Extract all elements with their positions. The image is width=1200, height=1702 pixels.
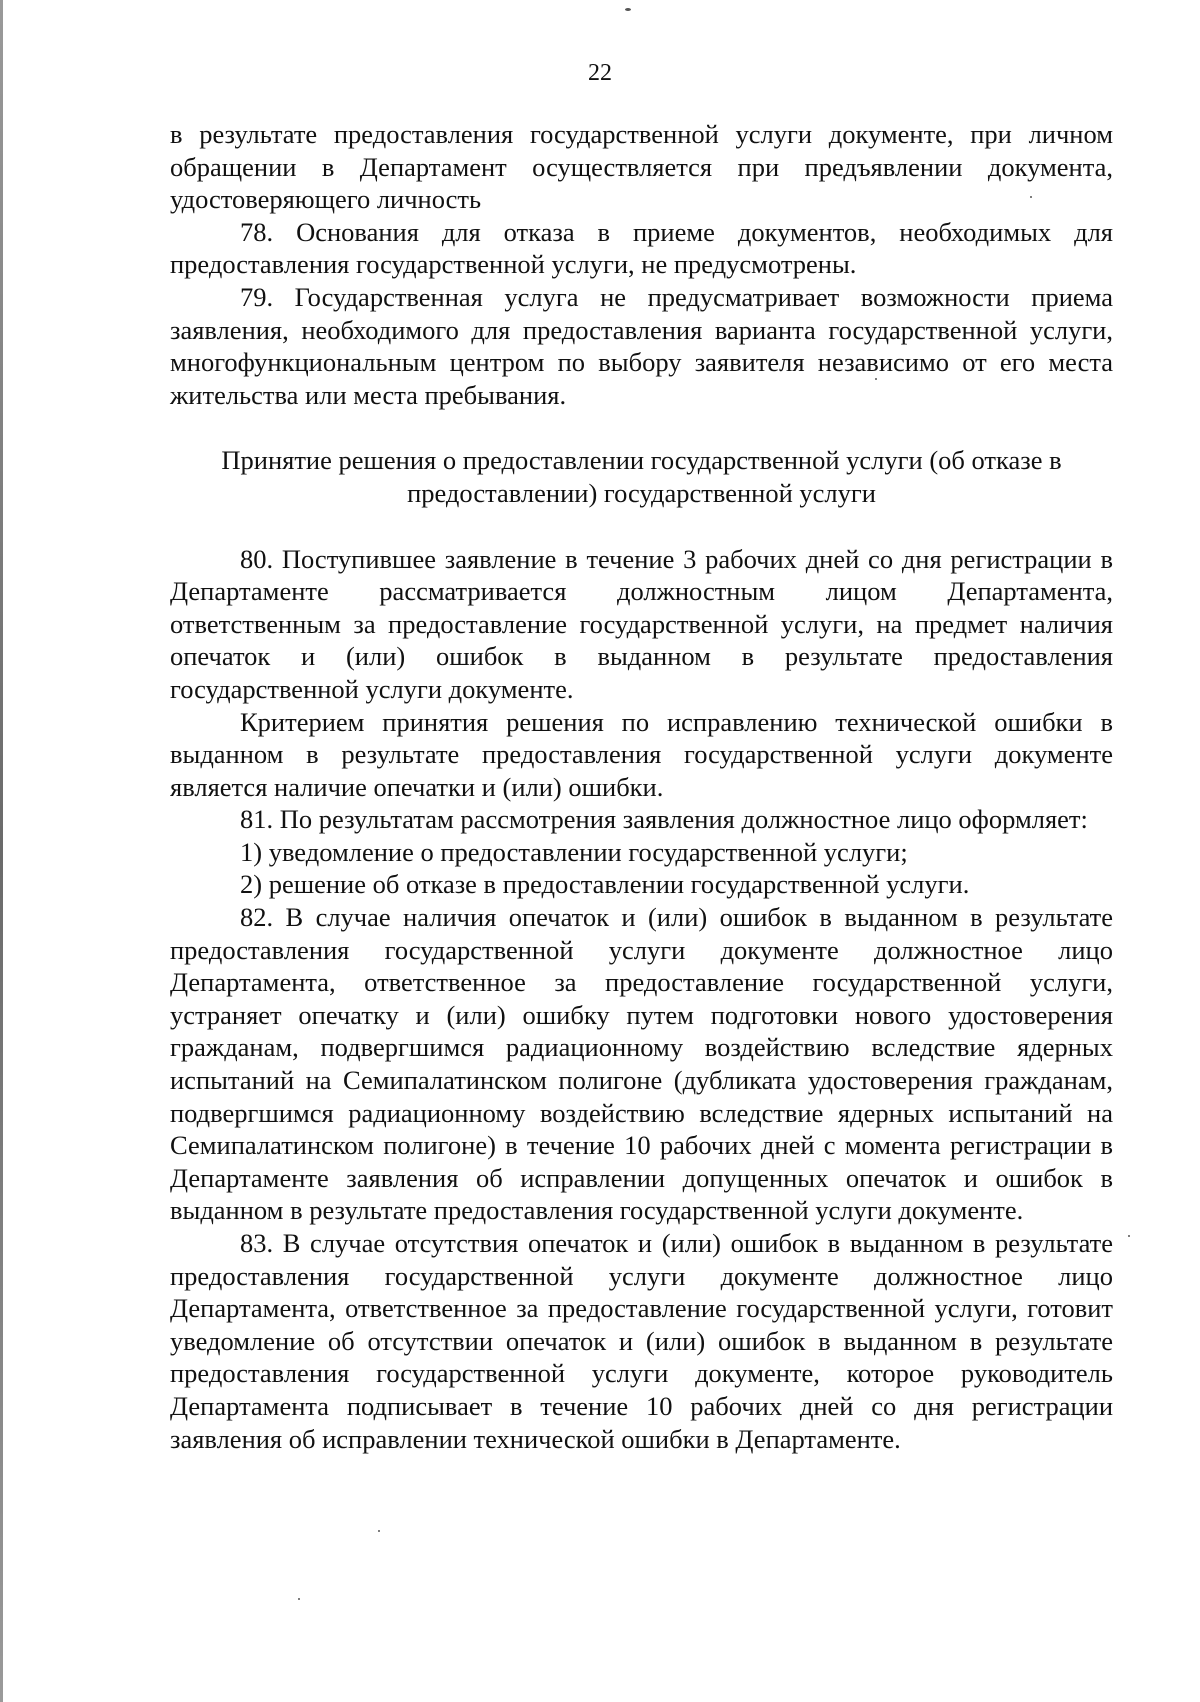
section-heading: Принятие решения о предоставлении государственной услуги (об отказе в предоставлении) государственной услуги xyxy=(221,445,1062,508)
page-number: 22 xyxy=(588,60,612,86)
paragraph-83: 83. В случае отсутствия опечаток и (или) ошибок в выданном в результате предоставления государственной услуги документе должностное лицо Департамента, ответственное за предоставление государственной услуги, готовит уведомление об отсутствии опечаток и (или) ошибок в выданном в результате предоставления государственной услуги документе, которое руководитель Департамента подписывает в течение 10 рабочих дней со дня регистрации заявления об исправлении технической ошибки в Департаменте. xyxy=(170,1228,1113,1454)
scan-speck xyxy=(298,1598,300,1600)
paragraph-criterion: Критерием принятия решения по исправлению технической ошибки в выданном в результате предоставления государственной услуги документе является наличие опечатки и (или) ошибки. xyxy=(170,706,1113,802)
scan-speck xyxy=(378,1530,380,1532)
paragraph-80: 80. Поступившее заявление в течение 3 рабочих дней со дня регистрации в Департаменте рассматривается должностным лицом Департамента, ответственным за предоставление государственной услуги, на предмет наличия опечаток и (или) ошибок в выданном в результате предоставления государственной услуги документе. xyxy=(170,543,1113,704)
scan-speck xyxy=(625,8,631,11)
scan-speck xyxy=(1128,1235,1130,1237)
paragraph-79: 79. Государственная услуга не предусматривает возможности приема заявления, необходимого для предоставления варианта государственной услуги, многофункциональным центром по выбору заявителя независимо от его места жительства или места пребывания. xyxy=(170,281,1113,410)
list-item-2: 2) решение об отказе в предоставлении государственной услуги. xyxy=(240,869,970,900)
paragraph-81: 81. По результатам рассмотрения заявления должностное лицо оформляет: xyxy=(240,804,1088,835)
paragraph-82: 82. В случае наличия опечаток и (или) ошибок в выданном в результате предоставления государственной услуги документе должностное лицо Департамента, ответственное за предоставление государственной услуги, устраняет опечатку и (или) ошибку путем подготовки нового удостоверения гражданам, подвергшимся радиационному воздействию вследствие ядерных испытаний на Семипалатинском полигоне (дубликата удостоверения гражданам, подвергшимся радиационному воздействию вследствие ядерных испытаний на Семипалатинском полигоне) в течение 10 рабочих дней с момента регистрации в Департаменте заявления об исправлении допущенных опечаток и ошибок в выданном в результате предоставления государственной услуги документе. xyxy=(170,902,1113,1226)
list-item-1: 1) уведомление о предоставлении государственной услуги; xyxy=(240,836,908,867)
scan-speck xyxy=(875,378,877,380)
document-body xyxy=(170,118,1113,1455)
paragraph-78: 78. Основания для отказа в приеме документов, необходимых для предоставления государственной услуги, не предусмотрены. xyxy=(170,216,1113,280)
scan-edge xyxy=(0,0,3,1702)
paragraph-continuation: в результате предоставления государственной услуги документе, при личном обращении в Департамент осуществляется при предъявлении документа, удостоверяющего личность xyxy=(170,119,1113,215)
scan-speck xyxy=(1030,196,1032,198)
